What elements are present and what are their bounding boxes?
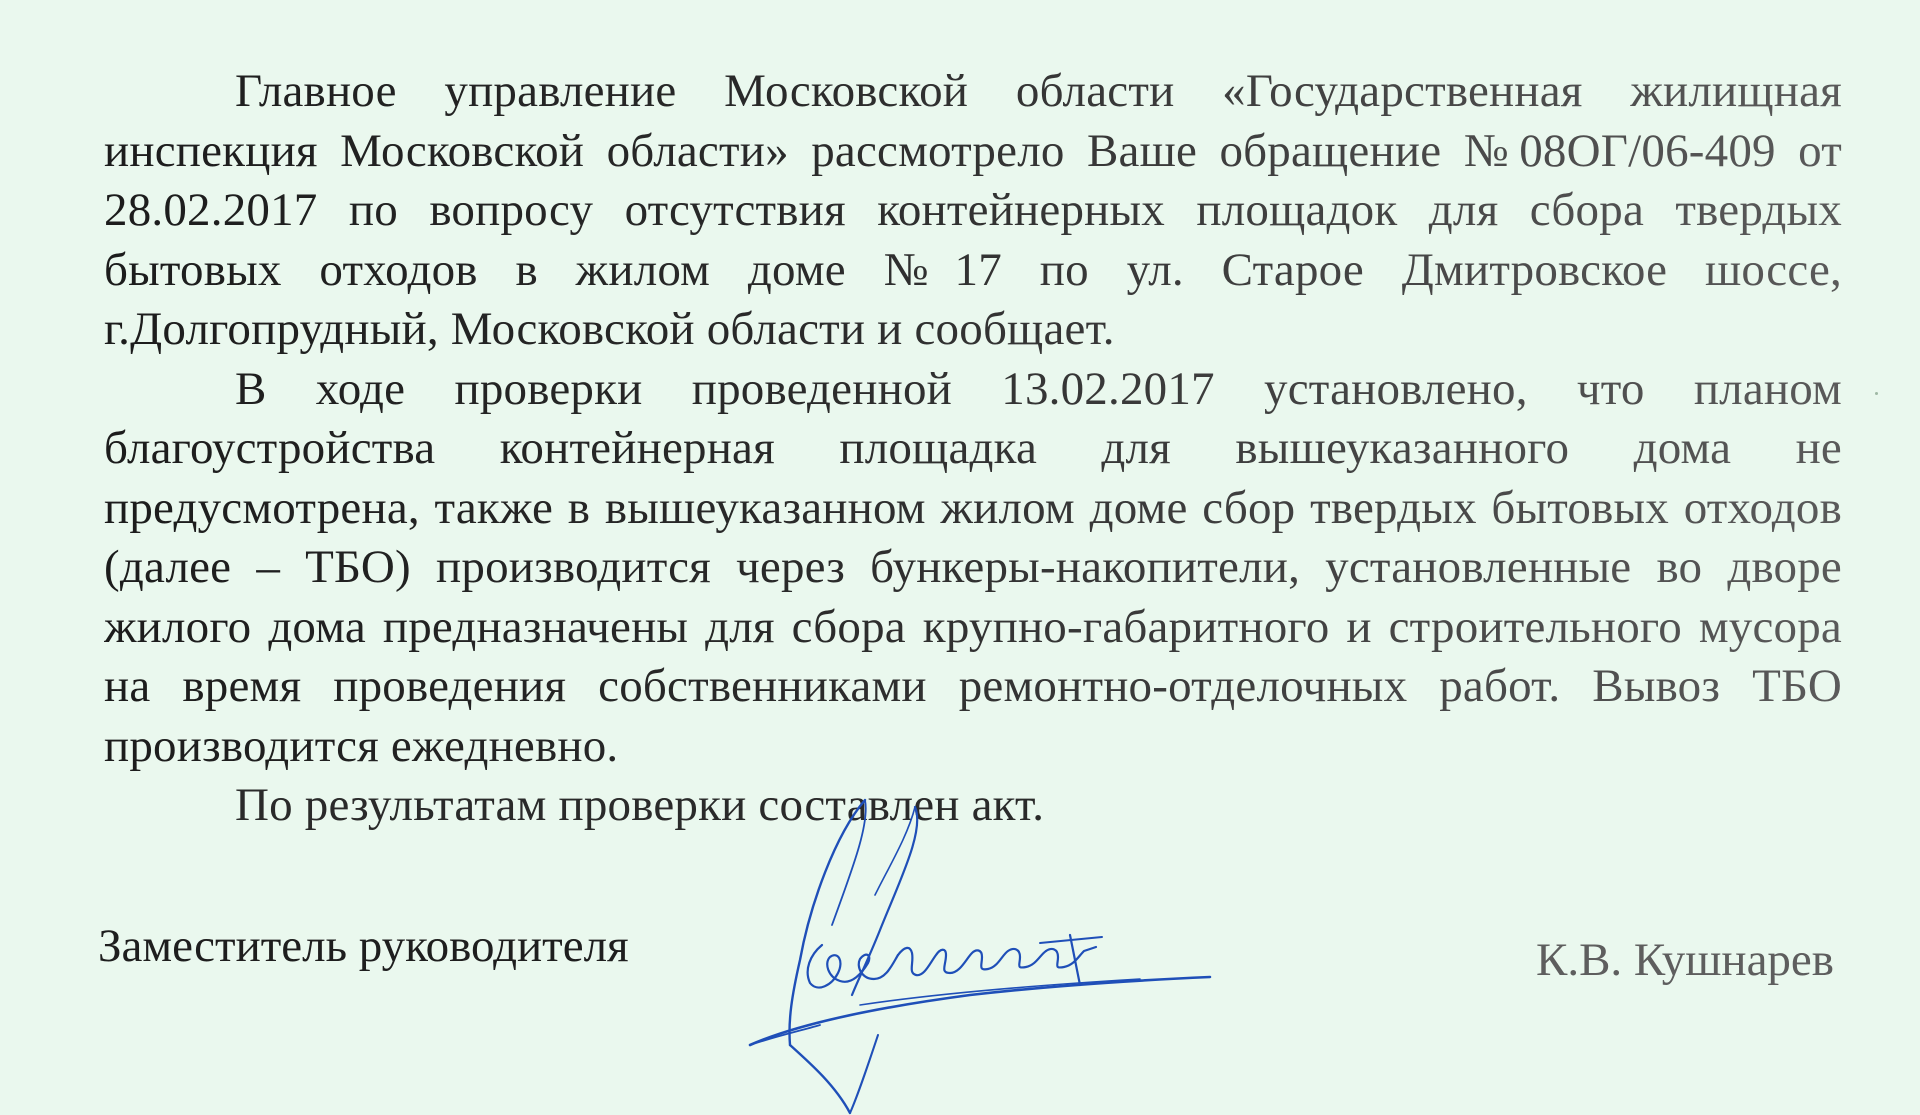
paragraph-2: В ходе проверки проведенной 13.02.2017 установлено, что планом благоустройства контейнерная площадка для вышеуказанного дома не предусмотрена, также в вышеуказанном жилом доме сбор твердых бытовых отходов (далее – ТБО) производится через бункеры-накопители, установленные во дворе жилого дома предназначены для сбора крупно-габаритного и строительного мусора на время проведения собственниками ремонтно-отделочных работ. Вывоз ТБО производится ежедневно.	[104, 360, 1842, 777]
signatory-name: К.В. Кушнарев	[1535, 934, 1834, 986]
paper-speck	[1875, 392, 1878, 395]
paragraph-3: По результатам проверки составлен акт.	[235, 779, 1045, 831]
handwritten-signature	[740, 795, 1220, 1115]
paragraph-1: Главное управление Московской области «Государственная жилищная инспекция Московской области» рассмотрело Ваше обращение №08ОГ/06-409 от 28.02.2017 по вопросу отсутствия контейнерных площадок для сбора твердых бытовых отходов в жилом доме №17 по ул. Старое Дмитровское шоссе, г.Долгопрудный, Московской области и сообщает.	[104, 62, 1842, 360]
signatory-position: Заместитель руководителя	[98, 920, 629, 972]
